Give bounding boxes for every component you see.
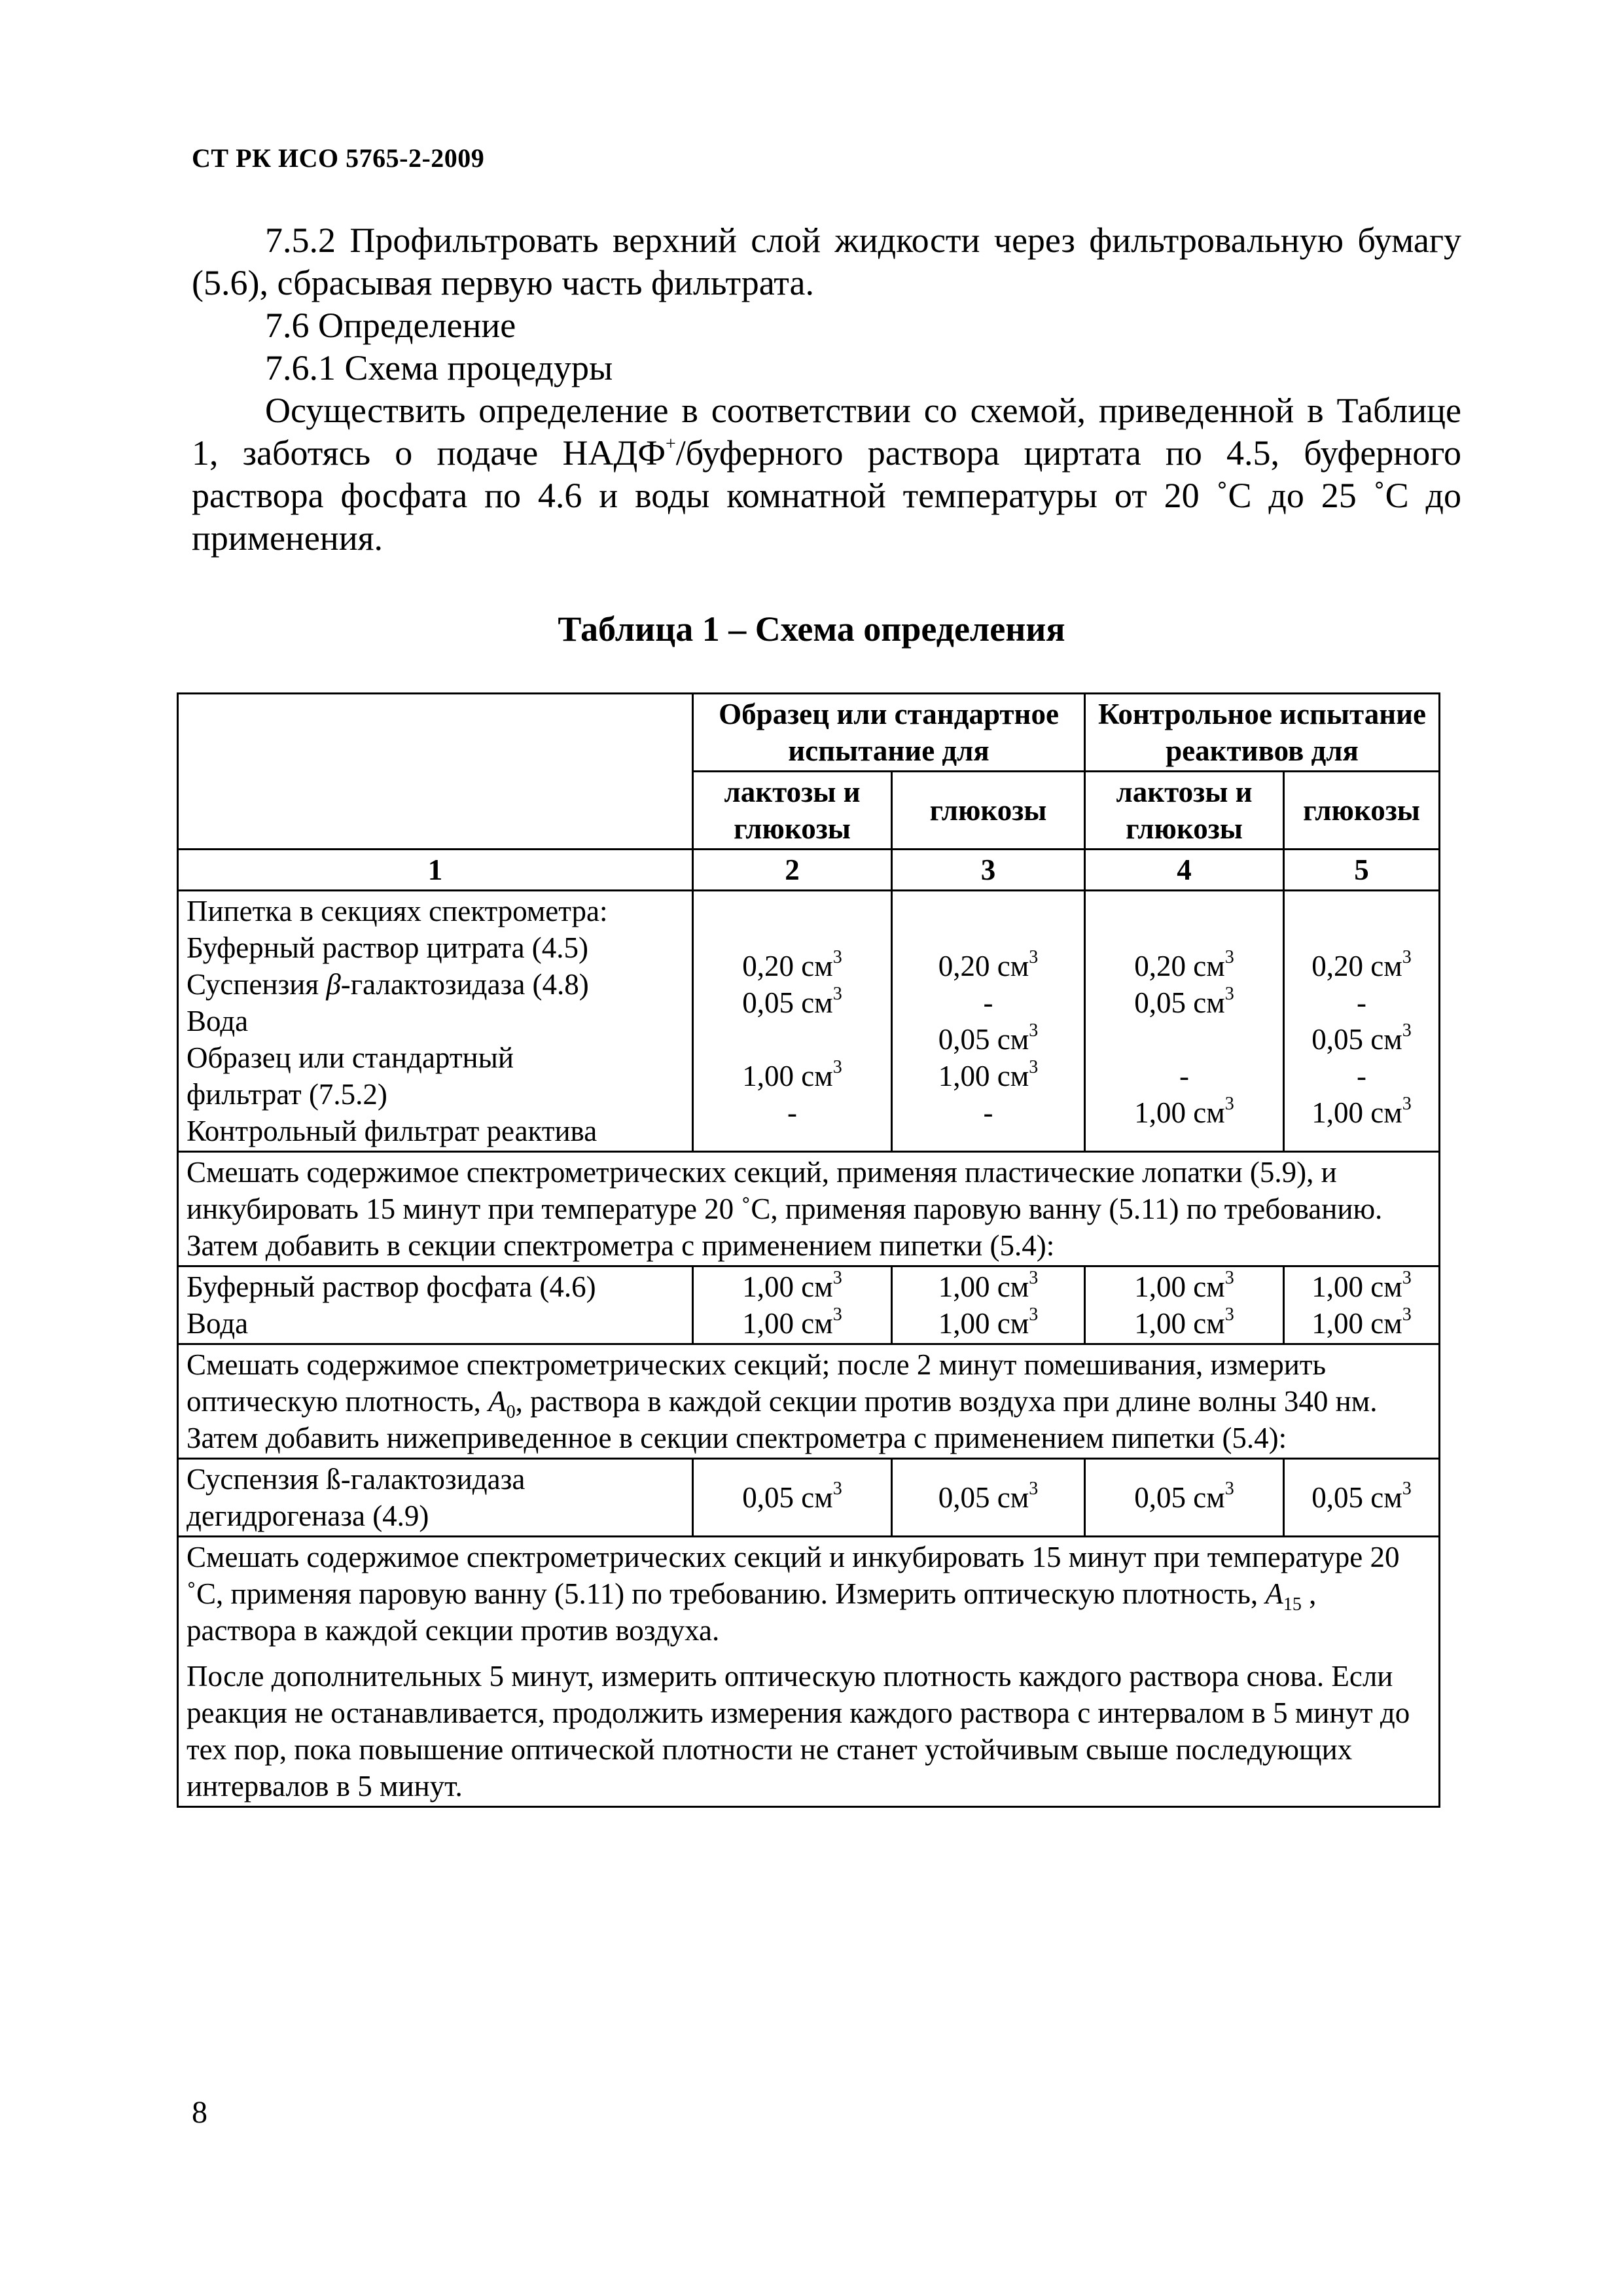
phosphate-values-col4: 1,00 $см^3$ 1,00 $см^3$: [1085, 1266, 1284, 1344]
col-number: 4: [1085, 850, 1284, 891]
phosphate-values-col2: 1,00 $см^3$ 1,00 $см^3$: [693, 1266, 892, 1344]
body-text: [192, 219, 1461, 560]
phosphate-values-col5: 1,00 $см^3$ 1,00 $см^3$: [1284, 1266, 1440, 1344]
head-glucose-1: глюкозы: [892, 772, 1085, 850]
mix-step-3: [178, 1537, 1440, 1807]
column-number-row: [178, 850, 1440, 891]
dehydrogenase-row: [178, 1459, 1440, 1537]
dehydrogenase-value-col4: 0,05 $см^3$: [1085, 1459, 1284, 1537]
paragraph-7-5-2: 7.5.2 Профильтровать верхний слой жидкости через фильтровальную бумагу (5.6), сбрасывая первую часть фильтрата.: [192, 221, 1461, 302]
heading-7-6: 7.6 Определение: [265, 306, 516, 345]
dehydrogenase-value-col3: 0,05 $см^3$: [892, 1459, 1085, 1537]
table-head-row: [178, 694, 1440, 772]
pipette-values-col3: 0,20 $см^3$ - 0,05 $см^3$ 1,00 $см^3$ -: [892, 891, 1085, 1152]
col-number: 3: [892, 850, 1085, 891]
dehydrogenase-label: Суспензия ß-галактозидаза дегидрогеназа (4.9): [178, 1459, 693, 1537]
phosphate-values-col3: 1,00 $см^3$ 1,00 $см^3$: [892, 1266, 1085, 1344]
pipette-values-col2: 0,20 $см^3$ 0,05 $см^3$ 1,00 $см^3$ -: [693, 891, 892, 1152]
phosphate-row: [178, 1266, 1440, 1344]
mix-step-1-text: Смешать содержимое спектрометрических секций, применяя пластические лопатки (5.9), и инкубировать 15 минут при температуре 20 ˚С, применяя паровую ванну (5.11) по требованию. Затем добавить в секции спектрометра с применением пипетки (5.4):: [178, 1152, 1440, 1266]
col-number: 1: [178, 850, 693, 891]
head-lactose-2: лактозы и глюкозы: [1085, 772, 1284, 850]
mix-step-1: [178, 1152, 1440, 1266]
head-lactose-1: лактозы и глюкозы: [693, 772, 892, 850]
pipette-labels: Пипетка в секциях спектрометра: Буферный раствор цитрата (4.5) Суспензия β-галактозидаза (4.8) Вода Образец или стандартный фильтрат (7.5.2) Контрольный фильтрат реактива: [178, 891, 693, 1152]
mix-step-2: [178, 1344, 1440, 1459]
heading-7-6-1: 7.6.1 Схема процедуры: [265, 348, 613, 387]
phosphate-labels: Буферный раствор фосфата (4.6) Вода: [178, 1266, 693, 1344]
mix-step-2-text: Смешать содержимое спектрометрических секций; после 2 минут помешивания, измерить оптическую плотность, $A_0$, раствора в каждой секции против воздуха при длине волны 340 нм. Затем добавить нижеприведенное в секции спектрометра с применением пипетки (5.4):: [178, 1344, 1440, 1459]
pipette-values-col5: 0,20 $см^3$ - 0,05 $см^3$ - 1,00 $см^3$: [1284, 891, 1440, 1152]
page-number: 8: [192, 2095, 207, 2130]
mix-step-3-text: Смешать содержимое спектрометрических секций и инкубировать 15 минут при температуре 20 ˚С, применяя паровую ванну (5.11) по требованию. Измерить оптическую плотность, $A_{15}$ , раствора в каждой секции против воздуха. После дополнительных 5 минут, измерить оптическую плотность каждого раствора снова. Если реакция не останавливается, продолжить измерения каждого раствора с интервалом в 5 минут до тех пор, пока повышение оптической плотности не станет устойчивым свыше последующих интервалов в 5 минут.: [178, 1537, 1440, 1807]
head-group-sample: Образец или стандартное испытание для: [693, 694, 1085, 772]
document-code: СТ РК ИСО 5765-2-2009: [192, 143, 485, 173]
determination-table: [177, 692, 1440, 1808]
col-number: 5: [1284, 850, 1440, 891]
pipette-row: [178, 891, 1440, 1152]
pipette-values-col4: 0,20 $см^3$ 0,05 $см^3$ - 1,00 $см^3$: [1085, 891, 1284, 1152]
col-number: 2: [693, 850, 892, 891]
table-caption: Таблица 1 – Схема определения: [558, 609, 1065, 649]
dehydrogenase-value-col5: 0,05 $см^3$: [1284, 1459, 1440, 1537]
paragraph-procedure: Осуществить определение в соответствии со схемой, приведенной в Таблице 1, заботясь о подаче НАДФ+/буферного раствора циртата по 4.5, буферного раствора фосфата по 4.6 и воды комнатной температуры от 20 ˚С до 25 ˚С до применения.: [192, 391, 1461, 558]
head-glucose-2: глюкозы: [1284, 772, 1440, 850]
head-empty-cell: [178, 694, 693, 850]
dehydrogenase-value-col2: 0,05 $см^3$: [693, 1459, 892, 1537]
head-group-control: Контрольное испытание реактивов для: [1085, 694, 1440, 772]
